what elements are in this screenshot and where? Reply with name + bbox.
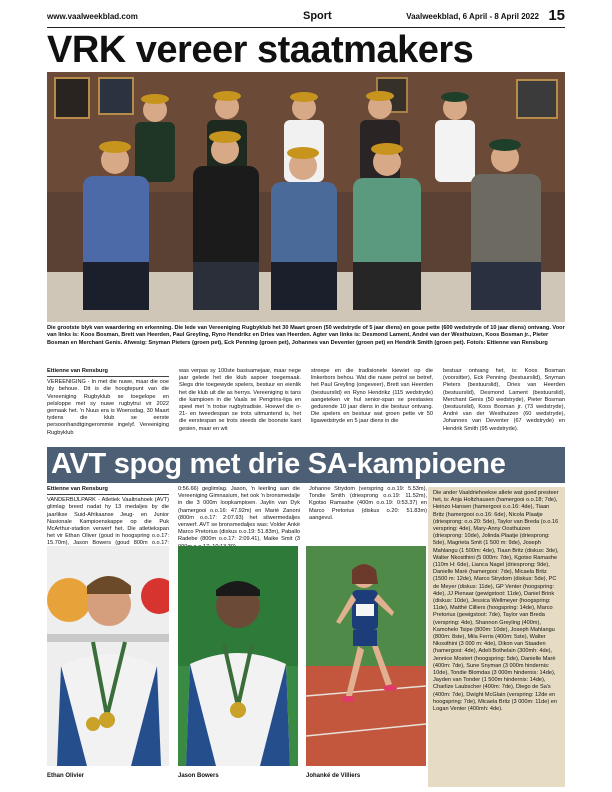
results-sidebar [428,487,565,787]
story2-body [47,486,427,546]
story1-column-4 [443,368,565,434]
story2-text-1: VANDERBIJLPARK - Atletiek Vaaltriahoek (AVT) glimlag breed nadat hy 13 medaljes by die jaarlikse Suid-Afrikaanse Jeug- en Junior Nasionale Kampioenskappe op die Puk McArthur-stadion verwerf het. Die atletiekspan het vir Ethan Oliver (goud in hoogspring o.o.17: 15.70m), Jason Bowers (goud 800m o.o.17: [47,497,169,547]
photo-caption-3: Johanké de Villiers [306,773,361,779]
story1-headline: VRK vereer staatmakers [47,29,474,71]
story2-text-2: 0:56.66) geglimlag. Jason, 'n leerling aan die Vereeniging Gimnasium, het ook 'n bronsmedalje in die 3 000m loopkampioen. Jaylin van Dyk (hamergooi o.o.16: 47.92m) en Mariè Zanoni (800m o.o.17: 2:07.93) het silwermedaljes verwerf. AVT se bronsmedaljes was: Volder Ankë Marco Pretorius (diskus o.o.19: 51.83m), Paballo Radebe (800m o.o.17: 2:09.41), Maike Smit (3 [178,486,300,543]
section-name: Sport [303,10,332,22]
photo-caption-1: Ethan Olivier [47,773,85,779]
story2-headline: AVT spog met drie SA-kampioene [51,448,506,480]
story1-column-1 [47,368,169,438]
story2-byline: Ettienne van Rensburg [47,486,169,495]
story1-text-3: streepe en die tradisionele kiewiet op die linkerbors behou. Wat die nuwe petrol se betref, het Paul Greyling (ongeveer), Brett van Heerden (bestuurslid) en Ryno Hendrikz (115 wedstryde) aangeteken vir hul senior-span se prestasies gedurende 10 jaar diens in die bestuur ontvang. Die spelers en bestuur wat groen pette vir 50 ligawedstryde en 5 jaar diens in die [311,368,433,425]
story1-text-2: was verpas sy 100ste basisamejaar, maar nege jaar gelede het die klub aspoer toegemaak. Slegs drie toegewyde spelers, bestuur en eienlik het die klub uit die as herrys. Vereeniging is tans die kampioen in die Vaals se Pengrins-liga en speel met 'n trotse rugbytradisie. Hoewel die o-21- en tweedespan se trots uitmuntend is, het die eerstespan se trots steeds die boonste kant gesien, maar en wit [179,368,301,432]
page-number: 15 [548,7,565,24]
photo-ethan-olivier [47,546,169,766]
paper-date: Vaalweekblad, 6 April - 8 April 2022 [406,12,539,21]
story1-column-3 [311,368,433,427]
page-header [47,8,565,28]
story1-text-1: VEREENIGING - In met die nuwe, maar die ooe bly behoue. Dit is die hoogtepunt van die Vereeniging Rugbyklub se toegelope en pelsloppe met sy nuwe rugbytrui vir 2022 gemaak het. 'n Nuus era is Woensdag, 30 Maart tydens die klub se eerste persoonhandtgingerommie ingelyf. Vereeniging Rugbyklub [47,379,169,436]
team-photo-caption: Die grootste blyk van waardering en erkenning. Die lede van Vereeniging Rugbyklub het 30 Maart groen (50 wedstryde of 5 jaar diens) en goue pette (600 wedstryde of 10 jaar diens) ontvang. Voor van links is: Koos Bosman, Brett van Heerden, Paul Greyling, Ryno Hendrikz en Dries van Heerden. Agter van links is: Desmond Lament, André van der Westhuizen, Koos Bosman jr., Pieter Bosman en Merchant Genis. Afwesig: Snyman Pieters (groen pet), Eck Penning (groen pet), Johannes van Deventer (groen pet) en Hendrik Smith (groen pet). Foto/s: Ettienne van Rensburg [47,325,565,346]
story1-body [47,368,565,446]
story2-column-3 [309,486,427,523]
photo-jason-bowers [178,546,298,766]
site-url: www.vaalweekblad.com [47,12,138,21]
photo-caption-2: Jason Bowers [178,773,219,779]
photo-johanke-de-villiers [306,546,426,766]
story2-column-2 [178,486,300,552]
team-photo [47,72,565,322]
story1-column-2 [179,368,301,434]
results-text: Die ander Vaaldriehoekse atlete wat goed presteer het, is: Anja Holtzhausen (hamergooi o.o.18; 7de), Heinzo Hansen (hamergooi o.o.16: 4de), Tiaan Britz (hamergooi o.o.16: 6de), Nicola Plaatje (driesprong: o.o.20: 5de), Taylor van Breda (o.o.16 verspring: 4de), Mary-Anny Oosthuizen (driesprong: 10de), Jolinda Plaatje (driesprong: 5de), Magrieta Smit (1 500 m: 9de), Joseph Mahlangu (1 500m: 4de), Tiaan Britz (diskus: 3de), Walter Nkosithini (5 000m: 7de), Kgotso Ramashe (110m H: 6de), Lianca Nagel (driesprong: 9de), Danielle Marè (hamergooi: 7de), Micaela Britz (1500 m: 12de), Marco Strydom (diskus: 5de), PC de Meyer (diskus: 11de), GP Venter (hoogspring: 4de), JJ Pienaar (gewigstoot: 11de), Daniel Brink (diskus: 10de), Jessica Wellmeyer (hoogspring: 11de), Matthé Cilliers (hoogspring: 14de), Marco Pretorius (gewigstoot: 7de), Taylor van Breda (verspring: 4de), Shannon Greyling (400m), Kamohelo Tsipe (800m: 10de), Joseph Mahlangu (800m: 8ste), Mila Ferris (400m: 5ste), Walter Nkosithini (3 000 m: 4de), Dikon van Staaden (hamergooi: 4de), Adeli Bothelain (300mh: 4de), Jennice Mostert (hoogspring: 5de), Danielle Marè (400m: 7de), Sune Snyman (3 000m hindernis: 10de), Tondie Blomdas (3 000m hindernis: 14de), Jayden van Tonder (1 500m hindernis: 14de), Charlize Laubscher (400m: 7de), Diego de Sa's (400m: 7de), Dwight McGlain (verspring: 12de en hoogspring: 7de), Micaela Britz (3 000m: 11de) en Logan Venter (400mh: 4de). [433,490,559,713]
story1-byline: Ettienne van Rensburg [47,368,169,377]
story1-text-4: bestuur ontvang het, is: Koos Bosman (voorsitter), Eck Penning (bestuurslid), Snyman Pieters (bestuurslid), Dries van Heerden (bestuurslid), Desmond Lament (bestuurslid), Merchant Genis (50 wedstryde), Pieter Bosman (bestuurslid), Koos Bosman jr. (73 wedstryde), André van der Westhuizen (60 wedstryde), Johannes van Deventer (67 wedstryde) en Hendrik Smith (95 wedstryde). [443,368,565,432]
story2-banner [47,447,565,483]
story2-text-3: Johanne Strydom (verspring o.o.19: 5.53m), Tondie Smith (driesprong o.o.19: 11.52m), Kgotso Ramashe (400m o.o.19: 0:53.37) en Marco Pretorius (diskus o.20: 51.83m) aangevul. [309,486,427,521]
